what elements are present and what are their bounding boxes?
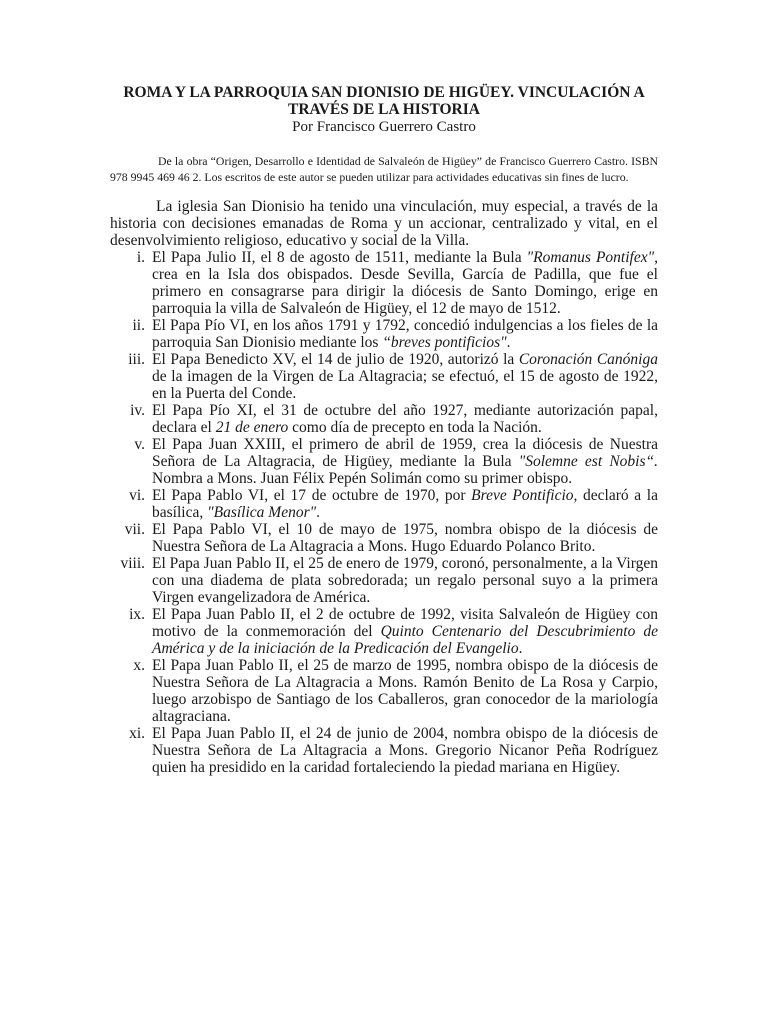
list-item [110,606,658,657]
document-title [110,84,658,118]
list-item [110,317,658,351]
item-number: xi. [129,725,145,742]
author-byline: Por Francisco Guerrero Castro [292,119,476,135]
list-item [110,657,658,725]
item-number: viii. [120,555,145,572]
item-number: ix. [129,606,145,623]
title-line-1: ROMA Y LA PARROQUIA SAN DIONISIO DE HIGÜEY. VINCULACIÓN A [123,84,645,101]
item-text: El Papa Juan XXIII, el primero de abril de 1959, crea la diócesis de Nuestra Señora de La Altagracia, de Higüey, mediante la Bula "Solemne est Nobis“. Nombra a Mons. Juan Félix Pepén Solimán como su primer obispo. [152,436,658,487]
item-number: iii. [128,351,145,368]
intro-paragraph [110,198,658,249]
item-number: ii. [132,317,145,334]
papal-decisions-list [110,249,658,776]
item-text: El Papa Julio II, el 8 de agosto de 1511, mediante la Bula "Romanus Pontifex", crea en la Isla dos obispados. Desde Sevilla, García de Padilla, que fue el primero en consagrarse para dirigir la diócesis de Santo Domingo, erige en parroquia la villa de Salvaleón de Higüey, el 12 de mayo de 1512. [152,249,658,317]
item-text: El Papa Pablo VI, el 17 de octubre de 1970, por Breve Pontificio, declaró a la basílica, "Basílica Menor". [152,487,658,521]
item-number: i. [136,249,145,266]
intro-text: La iglesia San Dionisio ha tenido una vinculación, muy especial, a través de la historia con decisiones emanadas de Roma y un accionar, centralizado y vital, en el desenvolvimiento religioso, educativo y social de la Villa. [110,198,658,249]
item-number: vii. [124,521,145,538]
list-item [110,555,658,606]
item-text: El Papa Juan Pablo II, el 25 de enero de 1979, coronó, personalmente, a la Virgen con una diadema de plata sobredorada; un regalo personal suyo a la primera Virgen evangelizadora de América. [152,555,658,606]
list-item [110,487,658,521]
list-item [110,725,658,776]
item-text: El Papa Pío XI, el 31 de octubre del año 1927, mediante autorización papal, declara el 21 de enero como día de precepto en toda la Nación. [152,402,658,436]
list-item [110,351,658,402]
item-text: El Papa Juan Pablo II, el 2 de octubre de 1992, visita Salvaleón de Higüey con motivo de la conmemoración del Quinto Centenario del Descubrimiento de América y de la iniciación de la Predicación del Evangelio. [152,606,658,657]
source-note [110,153,658,185]
item-number: v. [134,436,145,453]
item-text: El Papa Juan Pablo II, el 24 de junio de 2004, nombra obispo de la diócesis de Nuestra Señora de La Altagracia a Mons. Gregorio Nicanor Peña Rodríguez quien ha presidido en la caridad fortaleciendo la piedad mariana en Higüey. [152,725,658,776]
list-item [110,402,658,436]
item-text: El Papa Pío VI, en los años 1791 y 1792, concedió indulgencias a los fieles de la parroquia San Dionisio mediante los “breves pontificios". [152,317,658,351]
list-item [110,521,658,555]
item-text: El Papa Juan Pablo II, el 25 de marzo de 1995, nombra obispo de la diócesis de Nuestra Señora de La Altagracia a Mons. Ramón Benito de La Rosa y Carpio, luego arzobispo de Santiago de los Caballeros, gran conocedor de la mariología altagraciana. [152,657,658,725]
item-number: vi. [129,487,145,504]
list-item [110,249,658,317]
item-number: x. [133,657,145,674]
title-line-2: TRAVÉS DE LA HISTORIA [288,101,480,118]
item-number: iv. [130,402,145,419]
list-item [110,436,658,487]
item-text: El Papa Pablo VI, el 10 de mayo de 1975, nombra obispo de la diócesis de Nuestra Señora de La Altagracia a Mons. Hugo Eduardo Polanco Brito. [152,521,658,555]
item-text: El Papa Benedicto XV, el 14 de julio de 1920, autorizó la Coronación Canóniga de la imagen de la Virgen de La Altagracia; se efectuó, el 15 de agosto de 1922, en la Puerta del Conde. [152,351,658,402]
source-note-text: De la obra “Origen, Desarrollo e Identidad de Salvaleón de Higüey” de Francisco Guerrero Castro. ISBN 978 9945 469 46 2. Los escritos de este autor se pueden utilizar para actividades educativas sin fines de lucro. [110,154,658,184]
